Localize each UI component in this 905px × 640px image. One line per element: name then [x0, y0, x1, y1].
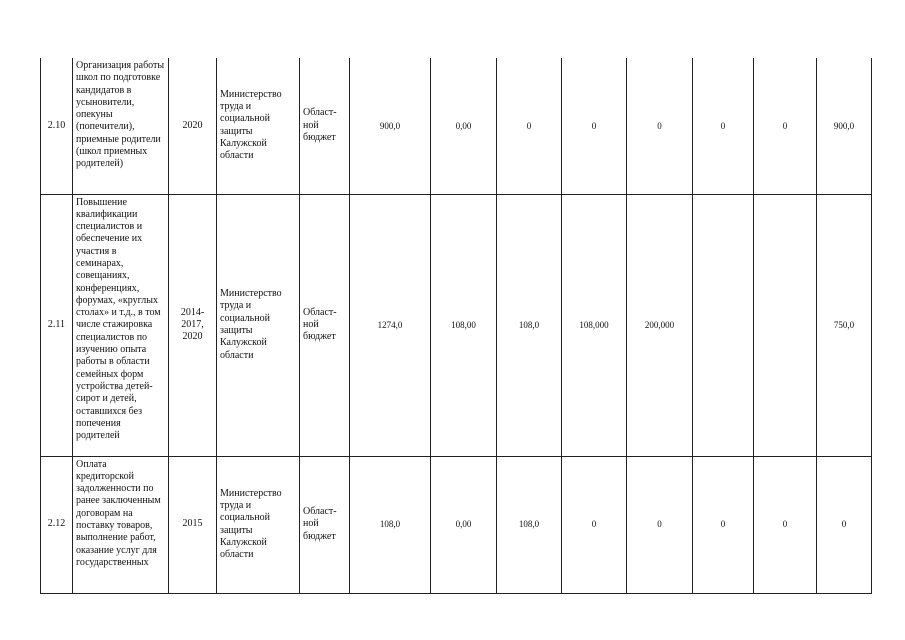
responsible-executor: Министерство труда и социальной защиты Калужской области	[217, 456, 300, 593]
implementation-years: 2014- 2017, 2020	[169, 194, 217, 456]
value-cell: 0	[693, 58, 754, 194]
value-cell: 0,00	[431, 58, 497, 194]
value-cell: 900,0	[817, 58, 872, 194]
value-cell: 0	[562, 456, 627, 593]
value-cell: 0	[627, 456, 693, 593]
activity-description-text: Оплата кредиторской задолженности по ранее заключенным договорам на поставку товаров, выполнение работ, оказание услуг для государственных	[76, 458, 161, 568]
implementation-years: 2015	[169, 456, 217, 593]
value-cell: 108,00	[431, 194, 497, 456]
responsible-executor: Министерство труда и социальной защиты Калужской области	[217, 194, 300, 456]
table-row	[41, 194, 872, 456]
value-cell: 0	[817, 456, 872, 593]
value-cell: 0	[754, 456, 817, 593]
funding-source: Област- ной бюджет	[300, 194, 350, 456]
implementation-years: 2020	[169, 58, 217, 194]
row-number: 2.10	[41, 58, 73, 194]
value-cell: 0	[754, 58, 817, 194]
table-row	[41, 58, 872, 194]
activity-description: Повышение квалификации специалистов и обеспечение их участия в семинарах, совещаниях, конференциях, форумах, «круглых столах» и т.д., в том числе стажировка специалистов по изучению опыта работы в области семейных форм устройства детей-сирот и детей, оставшихся без попечения родителей	[73, 194, 169, 456]
value-cell: 108,0	[497, 456, 562, 593]
value-cell: 0	[497, 58, 562, 194]
value-cell: 108,0	[497, 194, 562, 456]
activity-description: Организация работы школ по подготовке кандидатов в усыновители, опекуны (попечители), приемные родители (школ приемных родителей)	[73, 58, 169, 194]
value-cell: 108,000	[562, 194, 627, 456]
activity-description	[73, 456, 169, 593]
value-cell: 750,0	[817, 194, 872, 456]
value-cell	[693, 194, 754, 456]
row-number: 2.11	[41, 194, 73, 456]
value-cell: 108,0	[350, 456, 431, 593]
value-cell	[754, 194, 817, 456]
responsible-executor: Министерство труда и социальной защиты Калужской области	[217, 58, 300, 194]
value-cell: 1274,0	[350, 194, 431, 456]
value-cell: 0	[693, 456, 754, 593]
funding-source: Област- ной бюджет	[300, 58, 350, 194]
value-cell: 0	[562, 58, 627, 194]
table-row	[41, 456, 872, 593]
value-cell: 0	[627, 58, 693, 194]
value-cell: 0,00	[431, 456, 497, 593]
row-number: 2.12	[41, 456, 73, 593]
value-cell: 900,0	[350, 58, 431, 194]
value-cell: 200,000	[627, 194, 693, 456]
budget-table	[40, 58, 872, 594]
funding-source: Област- ной бюджет	[300, 456, 350, 593]
